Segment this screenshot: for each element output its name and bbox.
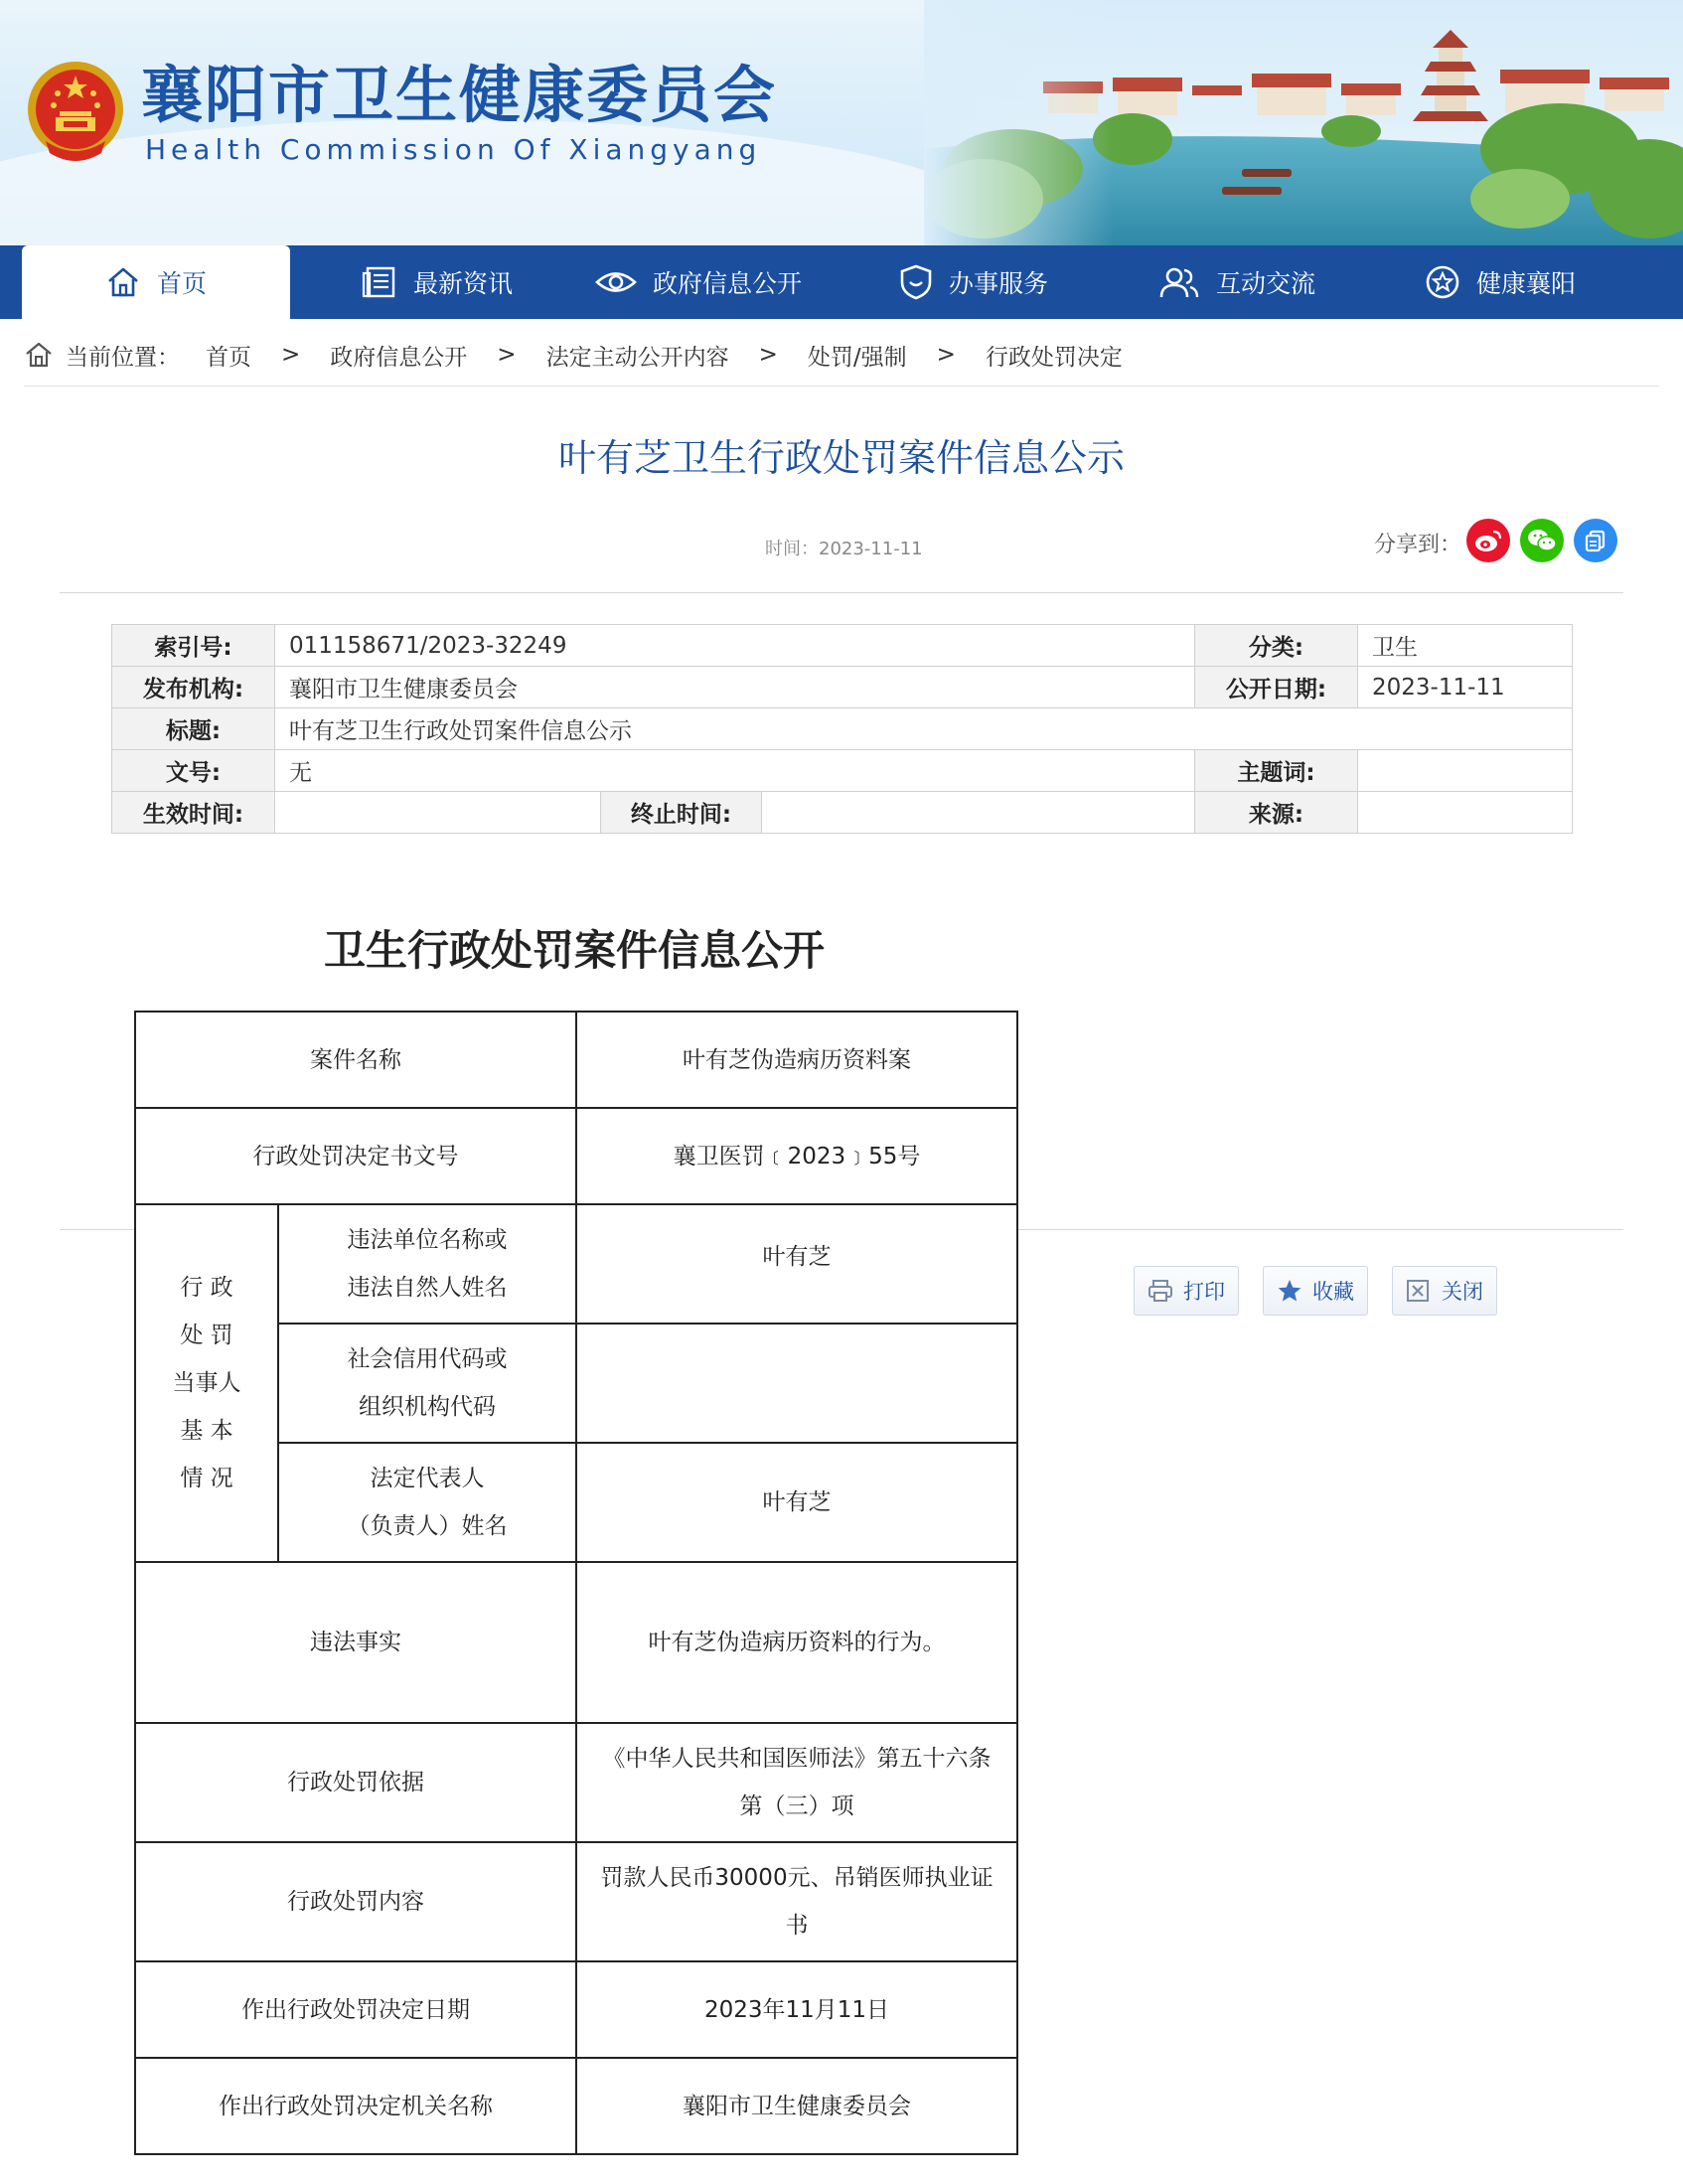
wechat-share-icon[interactable]: [1520, 519, 1564, 562]
main-nav: [0, 245, 1683, 319]
meta-label-keywords: 主题词:: [1195, 750, 1358, 792]
nav-label-healthy-xiangyang: 健康襄阳: [1475, 269, 1576, 298]
eye-icon: [595, 265, 637, 299]
case-info-table: [134, 1011, 1018, 2155]
article-title: 叶有芝卫生行政处罚案件信息公示: [557, 436, 1125, 480]
case-label: 作出行政处罚决定日期: [135, 1961, 576, 2058]
case-row: [135, 1204, 1017, 1324]
case-value-line: 书: [785, 1913, 809, 1939]
meta-value-title: 叶有芝卫生行政处罚案件信息公示: [275, 708, 1573, 750]
case-label: 作出行政处罚决定机关名称: [135, 2058, 576, 2154]
meta-row: [112, 708, 1573, 750]
case-label: 违法事实: [135, 1562, 576, 1723]
nav-item-home[interactable]: [22, 245, 290, 319]
nav-label-home: 首页: [156, 269, 207, 298]
article-time: 时间：2023-11-11: [765, 539, 923, 559]
case-label-line: （负责人）姓名: [347, 1513, 508, 1539]
nav-item-news[interactable]: [328, 245, 546, 319]
case-row: [135, 1842, 1017, 1961]
people-icon: [1158, 265, 1200, 299]
case-value: 叶有芝: [576, 1204, 1017, 1324]
meta-value-source: [1358, 792, 1573, 834]
case-value: [576, 1723, 1017, 1842]
meta-value-keywords: [1358, 750, 1573, 792]
star-icon: [1277, 1279, 1302, 1303]
meta-value-pub-date: 2023-11-11: [1358, 667, 1573, 708]
party-group-line: 行 政: [180, 1275, 233, 1301]
close-label: 关闭: [1442, 1280, 1483, 1304]
favorite-label: 收藏: [1312, 1280, 1354, 1304]
case-label-line: 社会信用代码或: [347, 1346, 508, 1372]
site-subtitle: Health Commission Of Xiangyang: [145, 133, 762, 166]
meta-label-end: 终止时间:: [601, 792, 762, 834]
case-row: [135, 1012, 1017, 1108]
breadcrumb-divider: [24, 386, 1659, 387]
meta-label-effective: 生效时间:: [112, 792, 275, 834]
nav-item-interaction[interactable]: [1143, 245, 1331, 319]
breadcrumb-link-gov-info[interactable]: 政府信息公开: [330, 344, 468, 371]
case-row: [135, 1961, 1017, 2058]
case-label: [278, 1324, 576, 1443]
case-label-line: 违法自然人姓名: [347, 1275, 508, 1301]
weibo-share-icon[interactable]: [1466, 519, 1510, 562]
copy-link-share-icon[interactable]: [1574, 519, 1617, 562]
case-value-line: 罚款人民币30000元、吊销医师执业证: [600, 1865, 994, 1891]
home-icon: [105, 265, 141, 299]
breadcrumb-separator: >: [281, 342, 301, 368]
meta-label-index: 索引号:: [112, 625, 275, 667]
nav-item-gov-info[interactable]: [584, 245, 813, 319]
case-label-line: 法定代表人: [370, 1466, 485, 1491]
nav-label-gov-info: 政府信息公开: [652, 269, 802, 298]
nav-item-healthy-xiangyang[interactable]: [1411, 245, 1590, 319]
case-label: 案件名称: [135, 1012, 576, 1108]
party-group-label: [135, 1204, 278, 1562]
nav-label-news: 最新资讯: [412, 269, 513, 298]
breadcrumb-link-home[interactable]: 首页: [206, 344, 251, 371]
party-group-line: 当事人: [172, 1370, 241, 1396]
party-group-line: 基 本: [180, 1418, 233, 1444]
case-value-line: 《中华人民共和国医师法》第五十六条: [602, 1746, 992, 1772]
close-button[interactable]: [1392, 1266, 1497, 1316]
meta-row: [112, 667, 1573, 708]
meta-value-effective: [275, 792, 601, 834]
meta-value-publisher: 襄阳市卫生健康委员会: [275, 667, 1195, 708]
breadcrumb-link-statutory[interactable]: 法定主动公开内容: [545, 344, 729, 371]
meta-label-doc-no: 文号:: [112, 750, 275, 792]
site-title: 襄阳市卫生健康委员会: [141, 59, 778, 131]
meta-label-source: 来源:: [1195, 792, 1358, 834]
nav-label-services: 办事服务: [948, 269, 1048, 298]
case-value: [576, 1324, 1017, 1443]
case-heading: 卫生行政处罚案件信息公开: [324, 926, 826, 975]
breadcrumb-separator: >: [758, 342, 778, 368]
case-label: 行政处罚决定书文号: [135, 1108, 576, 1204]
case-value: 叶有芝伪造病历资料的行为。: [576, 1562, 1017, 1723]
meta-row: [112, 625, 1573, 667]
party-group-line: 情 况: [180, 1466, 233, 1491]
case-row: [135, 1108, 1017, 1204]
breadcrumb-separator: >: [936, 342, 956, 368]
case-label: [278, 1443, 576, 1562]
case-label: 行政处罚依据: [135, 1723, 576, 1842]
meta-row: [112, 792, 1573, 834]
document-meta-table: [111, 624, 1573, 834]
news-icon: [362, 265, 397, 299]
case-value: 襄卫医罚﹝2023﹞55号: [576, 1108, 1017, 1204]
share-label: 分享到：: [1374, 533, 1462, 557]
case-label-line: 违法单位名称或: [347, 1227, 508, 1253]
nav-label-interaction: 互动交流: [1215, 269, 1315, 298]
meta-value-doc-no: 无: [275, 750, 1195, 792]
case-row: [135, 2058, 1017, 2154]
printer-icon: [1148, 1279, 1173, 1303]
breadcrumb: [24, 332, 1123, 378]
meta-label-pub-date: 公开日期:: [1195, 667, 1358, 708]
case-label: [278, 1204, 576, 1324]
meta-label-title: 标题:: [112, 708, 275, 750]
case-value: 叶有芝: [576, 1443, 1017, 1562]
breadcrumb-separator: >: [497, 342, 517, 368]
meta-value-category: 卫生: [1358, 625, 1573, 667]
case-value: [576, 1842, 1017, 1961]
case-label: 行政处罚内容: [135, 1842, 576, 1961]
close-icon: [1406, 1279, 1432, 1303]
print-button[interactable]: [1134, 1266, 1239, 1316]
case-value: 襄阳市卫生健康委员会: [576, 2058, 1017, 2154]
header-banner: [0, 0, 1683, 245]
xiangyang-scenery-image: [924, 0, 1683, 245]
breadcrumb-link-decision[interactable]: 行政处罚决定: [985, 344, 1123, 371]
case-value-line: 第（三）项: [739, 1794, 854, 1819]
star-circle-icon: [1425, 264, 1460, 300]
breadcrumb-label: 当前位置：: [66, 344, 180, 371]
case-value: 叶有芝伪造病历资料案: [576, 1012, 1017, 1108]
breadcrumb-link-penalty[interactable]: 处罚/强制: [807, 344, 907, 371]
party-group-line: 处 罚: [180, 1323, 233, 1348]
meta-label-category: 分类:: [1195, 625, 1358, 667]
case-row: [135, 1562, 1017, 1723]
meta-value-end: [762, 792, 1195, 834]
national-emblem-icon: [24, 58, 127, 165]
header-divider: [60, 592, 1623, 593]
nav-item-services[interactable]: [874, 245, 1073, 319]
print-label: 打印: [1183, 1280, 1225, 1304]
case-label-line: 组织机构代码: [359, 1394, 496, 1420]
meta-row: [112, 750, 1573, 792]
shield-icon: [899, 264, 933, 300]
favorite-button[interactable]: [1263, 1266, 1368, 1316]
meta-label-publisher: 发布机构:: [112, 667, 275, 708]
home-icon: [24, 341, 54, 369]
meta-value-index: 011158671/2023-32249: [275, 625, 1195, 667]
case-value: 2023年11月11日: [576, 1961, 1017, 2058]
case-row: [135, 1723, 1017, 1842]
